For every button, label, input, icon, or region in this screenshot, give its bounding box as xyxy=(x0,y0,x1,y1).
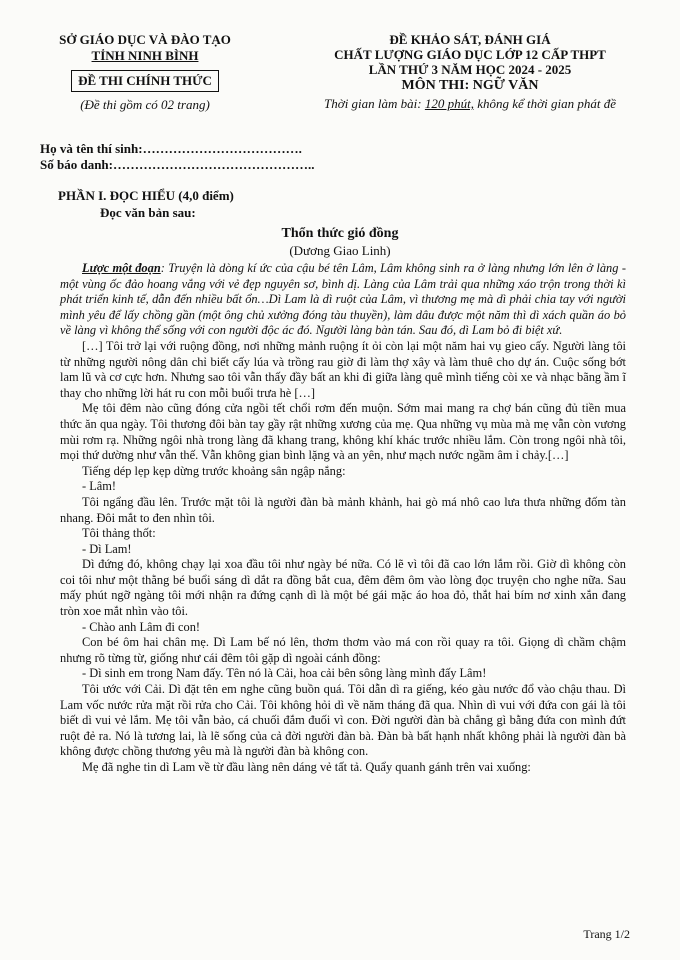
story-paragraph: Mẹ tôi đêm nào cũng đóng cửa ngồi tết chổi rơm đến muộn. Sớm mai mang ra chợ bán cũng đủ tiền mua thức ăn qua ngày. Tôi thương đôi bàn tay gầy rật những xương của mẹ. Qua những vụ mùa mà mẹ vẫn còn vương mùi rơm rạ. Những ngôi nhà trong làng đã khang trang, không khí khác trước nhiều lắm. Còn trong ngôi nhà tôi, mọi thứ dường như vẫn thế. Vẫn không gian bình lặng và an yên, như mạch nước ngầm âm ỉ chảy.[…] xyxy=(60,401,626,463)
candidate-info xyxy=(40,141,640,173)
section-title: PHẦN I. ĐỌC HIỂU (4,0 điểm) xyxy=(58,188,234,203)
story-paragraph: - Lâm! xyxy=(82,479,117,494)
time-suffix: không kể thời gian phát đề xyxy=(474,96,616,111)
story-summary xyxy=(60,261,626,339)
exam-title-line1: ĐỀ KHẢO SÁT, ĐÁNH GIÁ xyxy=(389,32,551,47)
subject-title: MÔN THI: NGỮ VĂN xyxy=(401,78,539,93)
story-paragraph: Tiếng dép lẹp kẹp dừng trước khoảng sân ngập nắng: xyxy=(82,463,346,478)
exam-title-line3: LẦN THỨ 3 NĂM HỌC 2024 - 2025 xyxy=(368,62,572,77)
story-paragraph: Con bé ôm hai chân mẹ. Dì Lam bế nó lên, thơm thơm vào má con rồi quay ra tôi. Giọng dì chầm chậm nhưng rõ từng từ, giống như cái đêm tôi gặp dì ngoài cánh đồng: xyxy=(60,635,626,665)
story-paragraph: Mẹ đã nghe tin dì Lam về từ đầu làng nên dáng vẻ tất tả. Quẩy quanh gánh trên vai xuống: xyxy=(82,760,531,774)
page-count-note: (Đề thi gồm có 02 trang) xyxy=(80,97,210,112)
time-allowed xyxy=(280,96,660,111)
story-paragraph: - Dì sinh em trong Nam đấy. Tên nó là Cải, hoa cải bên sông làng mình đấy Lâm! xyxy=(82,666,487,681)
department-name: SỞ GIÁO DỤC VÀ ĐÀO TẠO xyxy=(59,32,231,47)
story-paragraph: Tôi ngẩng đầu lên. Trước mặt tôi là người đàn bà mảnh khảnh, hai gò má nhô cao lưa thưa những đốm tàn nhang. Đôi mắt to đen nhìn tôi. xyxy=(60,494,626,525)
time-prefix: Thời gian làm bài: xyxy=(324,96,425,111)
story-paragraph: Tôi thảng thốt: xyxy=(82,526,156,541)
story-paragraph: Dì đứng đó, không chạy lại xoa đầu tôi như ngày bé nữa. Có lẽ vì tôi đã cao lớn lắm rồi. Giờ dì không còn coi tôi như một thằng bé buổi sáng dì dắt ra đồng bắt cua, đêm đêm ôm vào lòng đọc truyện cho nghe nữa. Sau mấy phút ngỡ ngàng tôi mới nhận ra đứng cạnh dì là một bé gái mặc áo hoa đỏ, thắt hai bím nơ xinh xắn đang tròn xoe mắt nhìn vào tôi. xyxy=(60,557,626,619)
summary-label: Lược một đoạn xyxy=(82,261,161,275)
story-author: (Dương Giao Linh) xyxy=(289,243,391,258)
official-exam-label: ĐỀ THI CHÍNH THỨC xyxy=(71,70,219,92)
story-paragraph: Tôi ước với Cải. Dì đặt tên em nghe cũng buồn quá. Tôi dẫn dì ra giếng, kéo gàu nước đổ vào chậu thau. Dì Lam vốc nước rửa mặt rồi rửa cho Cải. Tôi không hỏi dì về năm tháng đã qua. Nhìn dì vui với đứa con gái là tôi biết dì vui vẻ lắm. Mẹ tôi vẫn bảo, cá chuối đắm đuối vì con. Đời người đàn bà chẳng gì bằng đứa con mình đứt ruột đẻ ra. Nó là tương lai, là lẽ sống của cả đời người đàn bà. Đàn bà bất hạnh nhất không phải là người đàn bà không được chồng thương yêu mà là người đàn bà không con. xyxy=(60,682,626,759)
story-paragraph: […] Tôi trở lại với ruộng đồng, nơi những mảnh ruộng ít ỏi còn lại một năm hai vụ gieo cấy. Người làng tôi từ những người nông dân chỉ biết cấy lúa và trồng rau giờ đi làm thợ xây và làm thuê cho dự án. Cuộc sống bớt lam lũ và cơ cực hơn. Nhưng sao tôi vẫn thấy đầy bất an khi đi giữa làng quê mình tiếng còi xe và nhạc bãng ầm ĩ thay cho những lời hát ru con mỗi buổi trưa hè […] xyxy=(60,338,626,400)
time-value: 120 phút, xyxy=(424,96,474,111)
story-title: Thổn thức gió đồng xyxy=(281,226,399,241)
page-number: Trang 1/2 xyxy=(583,927,630,941)
candidate-name-line: Họ và tên thí sinh:………………………………. xyxy=(40,141,302,156)
candidate-id-line: Số báo danh:……………………………………….. xyxy=(40,157,315,172)
province-name: TỈNH NINH BÌNH xyxy=(91,48,199,63)
story-paragraph: - Dì Lam! xyxy=(82,541,132,556)
reading-instruction: Đọc văn bản sau: xyxy=(100,205,196,220)
header-left xyxy=(40,32,250,113)
summary-text: : Truyện là dòng kí ức của cậu bé tên Lâm, Lâm không sinh ra ở làng nhưng lớn lên ở làng - một vùng ốc đảo hoang vắng với vẻ đẹp nguyên sơ, bình dị. Làng của Lâm trải qua những xáo trộn trong thời kì phát triển kinh tế, dẫn đến nhiều bất ổn…Dì Lam là dì ruột của Lâm, vì thương mẹ mà dì phải chia tay với người mình yêu để lấy chồng gần (một ông chủ xưởng đóng tàu thuyền), làm dâu được một năm thì dì xách quần áo bỏ về làng vì không thể sống với con người độc ác đó. Người làng bàn tán. Sau đó, dì Lam bỏ đi biệt xứ. xyxy=(60,261,626,338)
header-right xyxy=(280,32,660,111)
story-body xyxy=(60,261,626,776)
story-paragraph: - Chào anh Lâm đi con! xyxy=(82,619,201,634)
exam-title-line2: CHẤT LƯỢNG GIÁO DỤC LỚP 12 CẤP THPT xyxy=(334,47,606,62)
